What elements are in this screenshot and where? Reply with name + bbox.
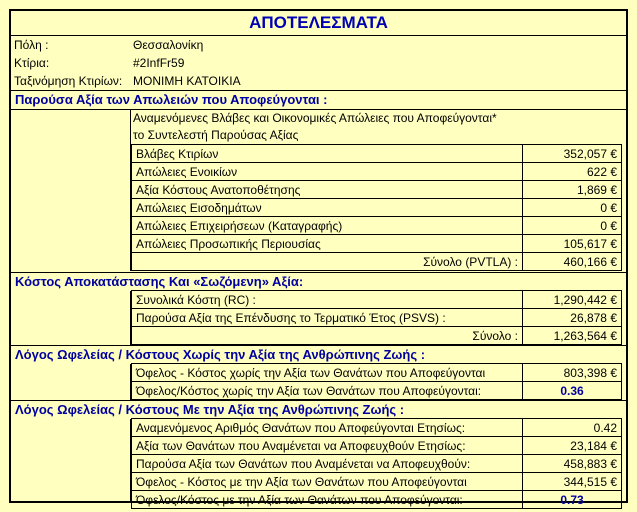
bc-without-table [131,363,622,400]
page-title: ΑΠΟΤΕΛΕΣΜΑΤΑ [249,13,388,32]
row-value: 803,398 € [523,364,622,382]
restoration-table [131,290,622,345]
ratio-value: 0.73 [523,491,622,509]
table-row [132,419,622,437]
total-label: Σύνολο (PVTLA) : [132,253,523,271]
table-row [132,309,622,327]
total-label: Σύνολο : [132,327,523,345]
row-label: Συνολικά Κόστη (RC) : [132,291,523,309]
pv-note-line2: το Συντελεστή Παρούσας Αξίας [133,128,299,142]
row-label: Απώλειες Προσωπικής Περιουσίας [132,235,523,253]
row-label: Όφελος/Κόστος χωρίς την Αξία των Θανάτων που Αποφεύγονται: [132,382,523,400]
building-value: #2InfFr59 [133,56,185,70]
total-row [132,327,622,345]
row-value: 0 € [523,217,622,235]
row-value: 352,057 € [523,145,622,163]
divider [11,35,626,36]
row-label: Βλάβες Κτιρίων [132,145,523,163]
row-label: Απώλειες Ενοικίων [132,163,523,181]
table-row [132,291,622,309]
indent-cell [11,291,131,345]
ratio-value: 0.36 [523,382,622,400]
row-value: 26,878 € [523,309,622,327]
row-value: 1,869 € [523,181,622,199]
indent-cell [11,364,131,400]
pv-losses-table [131,144,622,271]
row-label: Αναμενόμενος Αριθμός Θανάτων που Αποφεύγονται Ετησίως: [132,419,523,437]
building-label: Κτίρια: [14,56,50,70]
row-label: Παρούσα Αξία της Επένδυσης το Τερματικό Έτος (PSVS) : [132,309,523,327]
row-value: 23,184 € [523,437,622,455]
row-value: 105,617 € [523,235,622,253]
row-label: Απώλειες Εισοδημάτων [132,199,523,217]
row-label: Αξία Κόστους Ανατοποθέτησης [132,181,523,199]
classification-value: ΜΟΝΙΜΗ ΚΑΤΟΙΚΙΑ [133,74,241,88]
indent-cell [11,109,131,145]
bc-without-heading: Λόγος Ωφελείας / Κόστους Χωρίς την Αξία της Ανθρώπινης Ζωής : [15,347,426,362]
row-value: 1,290,442 € [523,291,622,309]
total-row [132,253,622,271]
city-value: Θεσσαλονίκη [133,38,204,52]
pv-note-line1: Αναμενόμενες Βλάβες και Οικονομικές Απώλειες που Αποφεύγονται* [133,111,497,125]
row-value: 622 € [523,163,622,181]
row-label: Παρούσα Αξία των Θανάτων που Αναμένεται να Αποφευχθούν: [132,455,523,473]
row-label: Όφελος/Κόστος με την Αξία των Θανάτων που Αποφεύγονται: [132,491,523,509]
row-value: 458,883 € [523,455,622,473]
city-label: Πόλη : [14,38,49,52]
row-value: 0 € [523,199,622,217]
row-label: Όφελος - Κόστος χωρίς την Αξία των Θανάτων που Αποφεύγονται [132,364,523,382]
row-value: 0.42 [523,419,622,437]
row-value: 344,515 € [523,473,622,491]
table-row [132,145,622,163]
table-row [132,437,622,455]
table-row [132,382,622,400]
classification-label: Ταξινόμηση Κτιρίων: [14,74,123,88]
table-row [132,235,622,253]
table-row [132,199,622,217]
table-row [132,364,622,382]
row-label: Όφελος - Κόστος με την Αξία των Θανάτων που Αποφεύγονται [132,473,523,491]
row-label: Απώλειες Επιχειρήσεων (Καταγραφής) [132,217,523,235]
table-row [132,181,622,199]
indent-cell [11,145,131,271]
restoration-heading: Κόστος Αποκατάστασης Και «Σωζόμενη» Αξία: [15,274,304,289]
total-value: 460,166 € [523,253,622,271]
pv-losses-heading: Παρούσα Αξία των Απωλειών που Αποφεύγονται : [15,92,328,107]
table-row [132,217,622,235]
table-row [132,163,622,181]
indent-cell [11,419,131,501]
table-row [132,491,622,509]
results-panel [9,9,628,507]
table-row [132,455,622,473]
total-value: 1,263,564 € [523,327,622,345]
row-label: Αξία των Θανάτων που Αναμένεται να Αποφευχθούν Ετησίως: [132,437,523,455]
bc-with-table [131,418,622,509]
bc-with-heading: Λόγος Ωφελείας / Κόστους Με την Αξία της Ανθρώπινης Ζωής : [15,402,405,417]
table-row [132,473,622,491]
